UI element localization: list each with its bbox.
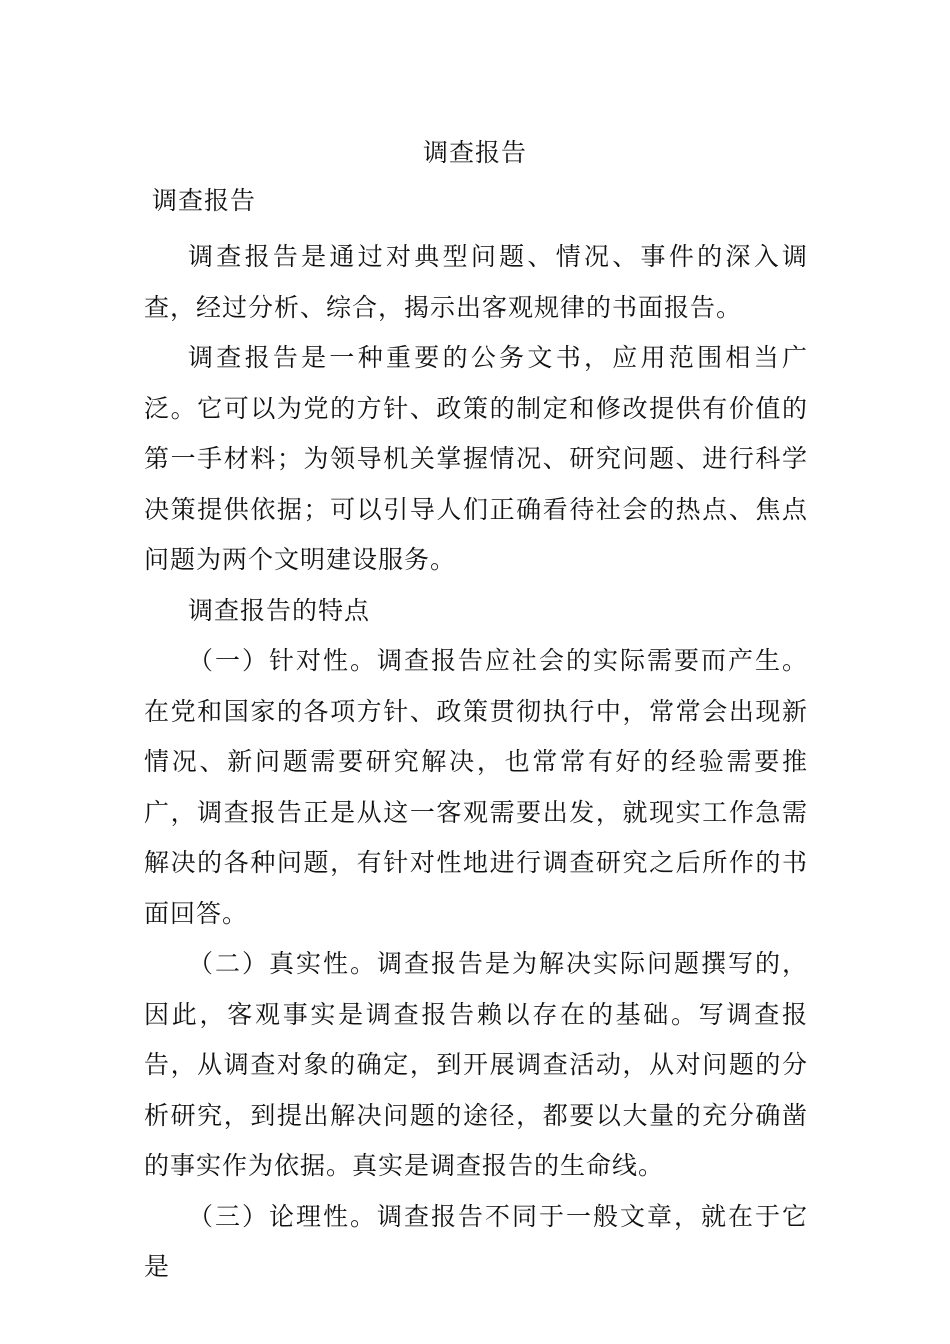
paragraph-feature-3: （三）论理性。调查报告不同于一般文章，就在于它是 [144,1201,808,1281]
document-title: 调查报告 [422,138,527,167]
section-heading-features: 调查报告的特点 [188,595,371,625]
paragraph-importance: 调查报告是一种重要的公务文书，应用范围相当广泛。它可以为党的方针、政策的制定和修改提供有价值的第一手材料；为领导机关掌握情况、研究问题、进行科学决策提供依据；可以引导人们正确看待社会的热点、焦点问题为两个文明建设服务。 [144,343,808,574]
paragraph-feature-1: （一）针对性。调查报告应社会的实际需要而产生。在党和国家的各项方针、政策贯彻执行中，常常会出现新情况、新问题需要研究解决，也常常有好的经验需要推广，调查报告正是从这一客观需要出发，就现实工作急需解决的各种问题，有针对性地进行调查研究之后所作的书面回答。 [144,646,808,928]
document-body [144,232,808,1293]
paragraph-feature-2: （二）真实性。调查报告是为解决实际问题撰写的，因此，客观事实是调查报告赖以存在的基础。写调查报告，从调查对象的确定，到开展调查活动，从对问题的分析研究，到提出解决问题的途径，都要以大量的充分确凿的事实作为依据。真实是调查报告的生命线。 [144,949,808,1180]
paragraph-definition: 调查报告是通过对典型问题、情况、事件的深入调查，经过分析、综合，揭示出客观规律的书面报告。 [144,242,808,322]
document-subtitle: 调查报告 [152,186,257,215]
